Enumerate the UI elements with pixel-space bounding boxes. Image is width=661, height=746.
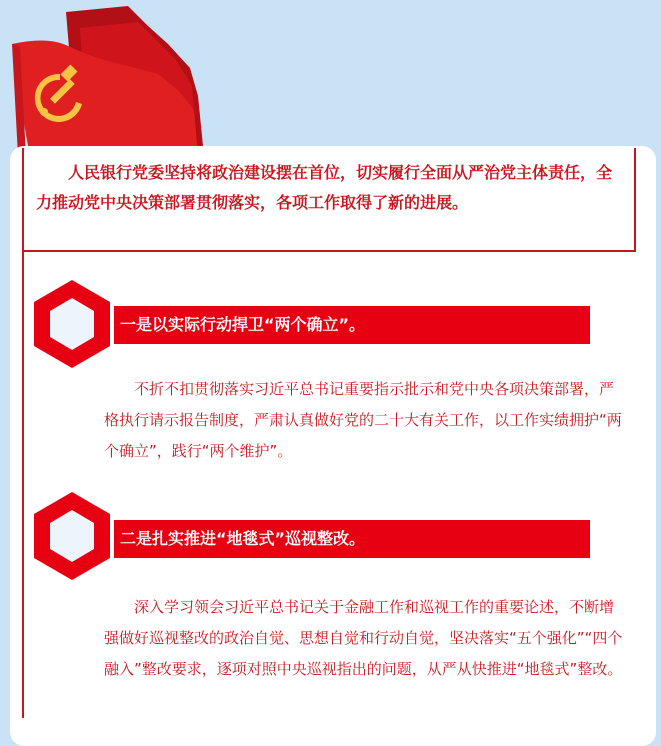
left-border-line xyxy=(22,252,24,718)
section-2-body: 深入学习领会习近平总书记关于金融工作和巡视工作的重要论述，不断增强做好巡视整改的政治自觉、思想自觉和行动自觉，坚决落实“五个强化”“四个融入”整改要求，逐项对照中央巡视指出的问题，从严从快推进“地毯式”整改。 xyxy=(104,598,623,678)
party-flag-illustration xyxy=(8,6,208,156)
section-2-heading: 二是扎实推进“地毯式”巡视整改。 xyxy=(114,520,590,558)
intro-paragraph: 人民银行党委坚持将政治建设摆在首位，切实履行全面从严治党主体责任，全力推动党中央决策部署贯彻落实，各项工作取得了新的进展。 xyxy=(22,148,636,252)
section-1-body: 不折不扣贯彻落实习近平总书记重要指示批示和党中央各项决策部署，严格执行请示报告制度，严肃认真做好党的二十大有关工作，以工作实绩拥护“两个确立”，践行“两个维护”。 xyxy=(104,380,622,460)
hexagon-icon xyxy=(32,278,112,370)
hexagon-icon xyxy=(32,490,112,582)
section-1-heading: 一是以实际行动捍卫“两个确立”。 xyxy=(114,306,590,344)
